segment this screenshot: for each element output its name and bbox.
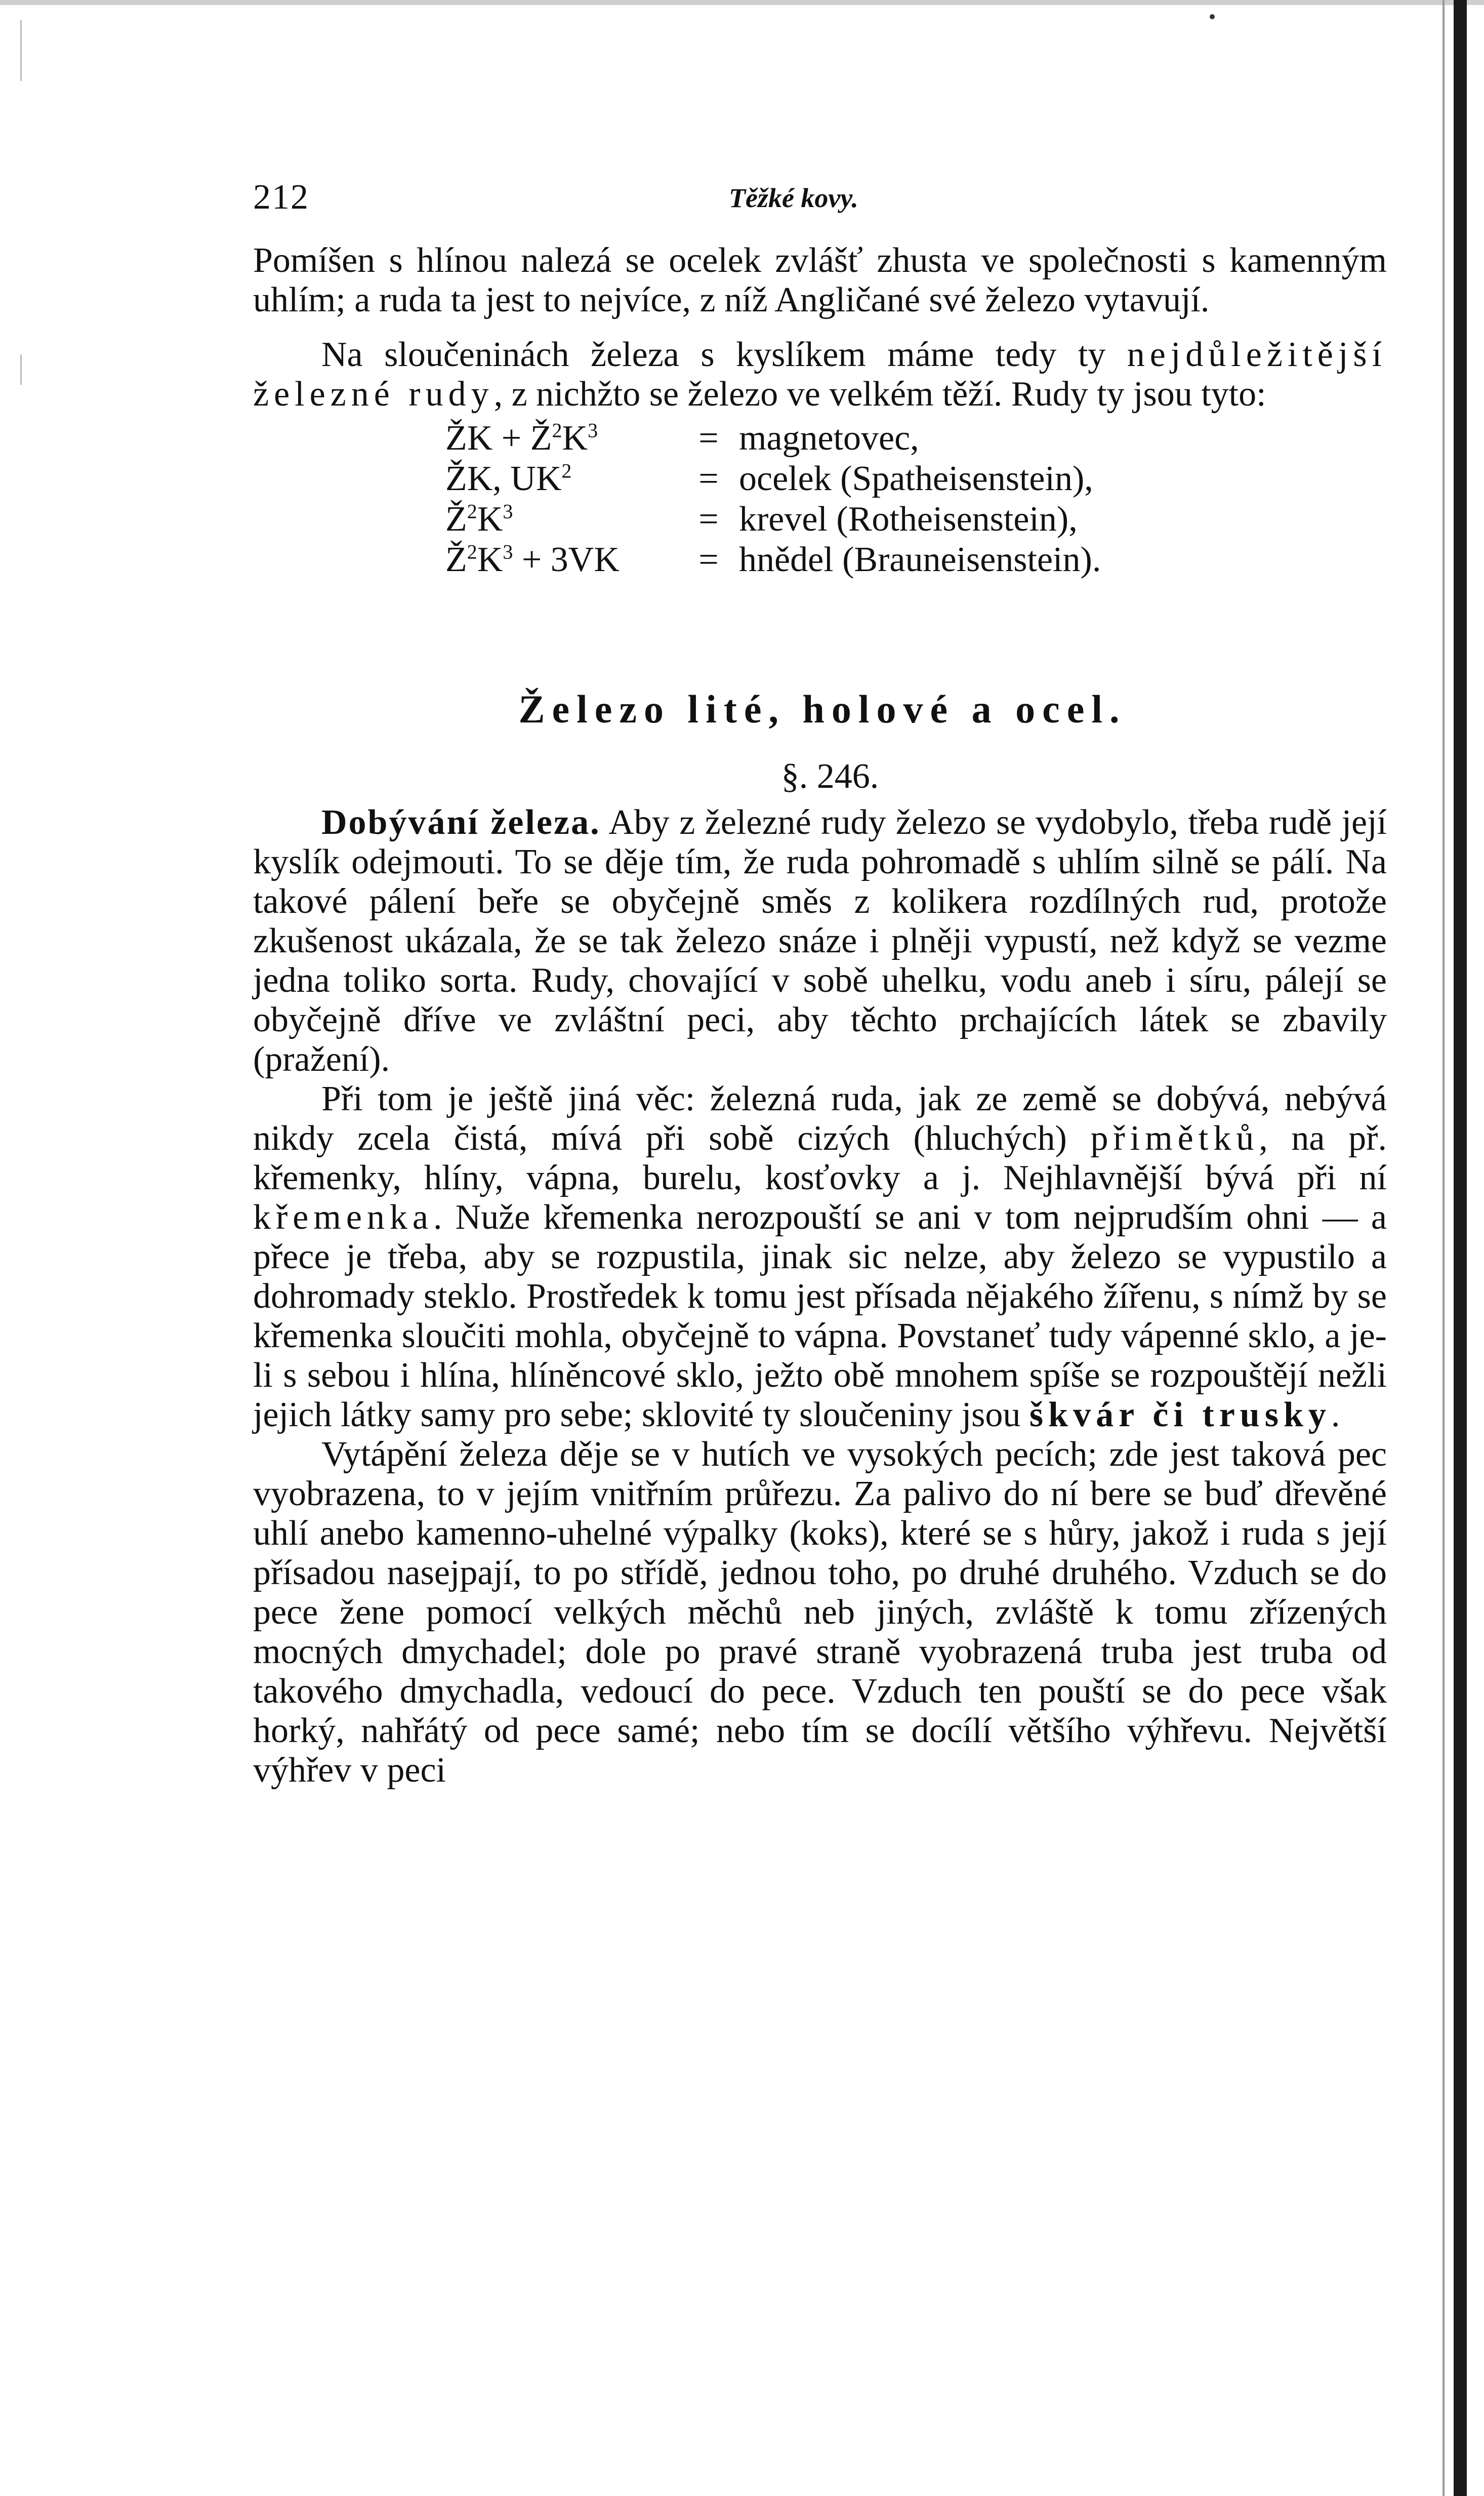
paragraph-text: Při tom je ještě jiná věc: železná ruda, jak ze země se dobývá, nebývá nikdy zcela čistá, mívá při sobě cizých (hluchých) xyxy=(253,1079,1387,1158)
formula-ore-name: krevel (Rotheisenstein), xyxy=(739,500,1078,539)
spaced-term: škvár či trusky xyxy=(1029,1395,1331,1434)
formula-left: ŽK, $UK^2$ xyxy=(445,459,572,498)
paragraph-vytapeni: Vytápění železa děje se v hutích ve vysokých pecích; zde jest taková pec vyobrazena, to v jejím vnitřním průřezu. Za palivo do ní bere se buď dřevěné uhlí anebo kamenno-uhelné výpalky (koks), které se s hůry, jakož i ruda s její přísadou nasejpají, to po střídě, jednou toho, po druhé druhého. Vzduch se do pece žene pomocí velkých měchů neb jiných, zvláště k tomu zřízených mocných dmychadel; dole po pravé straně vyobrazená truba jest truba od takového dmychadla, vedoucí do pece. Vzduch ten pouští se do pece však horký, nahřátý od pece samé; nebo tím se docílí většího výhřevu. Největší výhřev v peci xyxy=(253,1435,1387,1790)
formula-ore-name: magnetovec, xyxy=(739,419,919,458)
formula-equals: = xyxy=(698,540,719,579)
scan-top-edge xyxy=(0,0,1484,5)
formula-equals: = xyxy=(698,500,719,539)
paragraph-text: . xyxy=(1331,1395,1340,1434)
scan-left-mark xyxy=(20,20,22,81)
paragraph-lead-heading: Dobývání železa. xyxy=(321,803,601,842)
paragraph-primetky xyxy=(253,1079,1387,1435)
formula-ore-name: ocelek (Spatheisenstein), xyxy=(739,459,1093,498)
formula-equals: = xyxy=(698,419,719,458)
ores-text-end: , z nichžto se železo ve velkém těží. Rudy ty jsou tyto: xyxy=(493,375,1266,414)
ores-paragraph xyxy=(253,335,1387,414)
scan-left-mark xyxy=(20,354,22,385)
ores-text-start: Na sloučeninách železa s kyslíkem máme tedy ty xyxy=(321,335,1127,374)
page-edge-shadow xyxy=(1442,0,1445,2496)
paragraph-body: Aby z železné rudy železo se vydobylo, třeba rudě její kyslík odejmouti. To se děje tím, že ruda pohromadě s uhlím silně se pálí. Na takové pálení beře se obyčejně směs z kolikera rozdílných rud, protože zkušenost ukázala, že se tak železo snáze i plněji vypustí, než když se vezme jedna toliko sorta. Rudy, chovající v sobě uhelku, vodu aneb i síru, pálejí se obyčejně dříve ve zvláštní peci, aby těchto prchajících látek se zbavily (pražení). xyxy=(253,803,1387,1079)
page-number: 212 xyxy=(253,178,309,217)
intro-paragraph: Pomíšen s hlínou nalezá se ocelek zvlášť zhusta ve společnosti s kamenným uhlím; a ruda ta jest to nejvíce, z níž Angličané své železo vytavují. xyxy=(253,241,1387,319)
spaced-term: přimětků xyxy=(1090,1119,1259,1158)
page-edge xyxy=(1454,0,1467,2496)
formula-equals: = xyxy=(698,459,719,498)
paragraph-dobyvani xyxy=(253,803,1387,1079)
paragraph-text: , na př. křemenky, hlíny, vápna, burelu, kosťovky a j. Nejhlavnější bývá při ní xyxy=(253,1119,1387,1197)
section-title: Železo lité, holové a ocel. xyxy=(518,687,1127,731)
book-page xyxy=(253,177,1387,1790)
formula-ore-name: hnědel (Brauneisenstein). xyxy=(739,540,1101,579)
formula-row xyxy=(445,540,1387,580)
page-header xyxy=(253,177,1387,223)
formula-left: $Ž^2K^3$ xyxy=(445,500,513,539)
paragraph-text: . Nuže křemenka nerozpouští se ani v tom nejprudším ohni — a přece je třeba, aby se rozpustila, jinak sic nelze, aby železo se vypustilo a dohromady steklo. Prostředek k tomu jest přísada nějakého žířenu, s nímž by se křemenka sloučiti mohla, obyčejně to vápna. Povstaneť tudy vápenné sklo, a je-li s sebou i hlína, hlíněncové sklo, ježto obě mnohem spíše se rozpouštějí nežli jejich látky samy pro sebe; sklovité ty sloučeniny jsou xyxy=(253,1198,1387,1434)
running-title: Těžké kovy. xyxy=(729,183,858,213)
formula-left: ŽK + $Ž^2K^3$ xyxy=(445,419,598,458)
formula-row xyxy=(445,459,1387,499)
formula-row xyxy=(445,499,1387,540)
scan-speck xyxy=(1210,14,1215,19)
spaced-term: křemenka xyxy=(253,1198,433,1237)
formula-row xyxy=(445,418,1387,459)
ore-formulas xyxy=(445,418,1387,580)
ores-spaced-phrase: nejdůležitější železné rudy xyxy=(253,335,1387,414)
formula-left: $Ž^2K^3 + 3VK$ xyxy=(445,540,620,579)
section-number: §. 246. xyxy=(781,757,879,796)
